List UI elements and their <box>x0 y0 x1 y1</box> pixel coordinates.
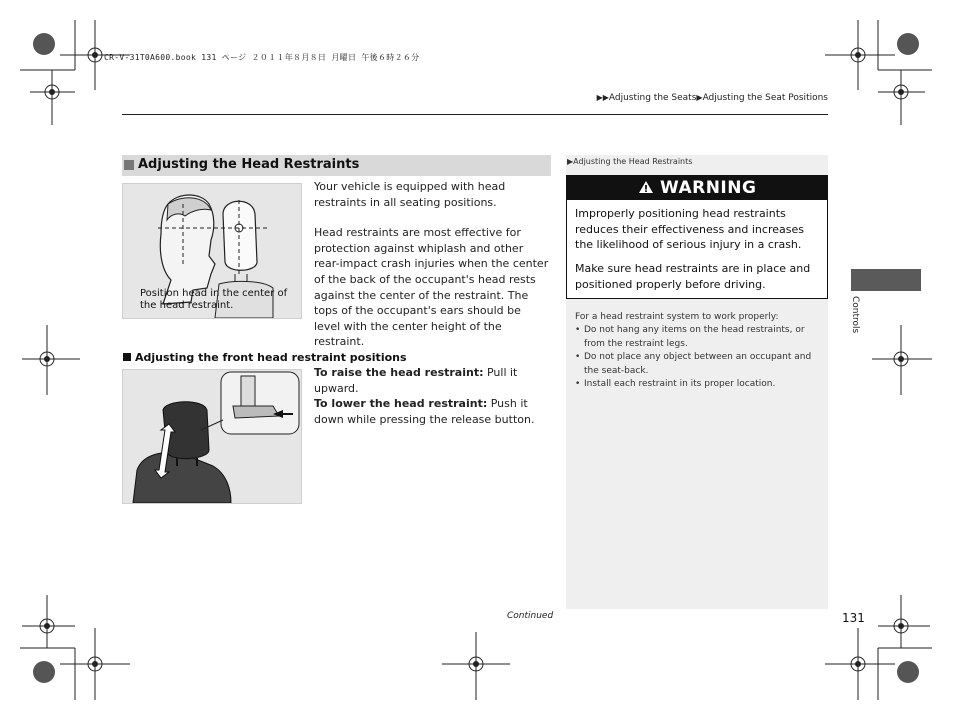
warning-title: WARNING <box>659 178 757 198</box>
adjust-instructions <box>314 365 550 427</box>
lower-instruction <box>314 396 550 427</box>
list-item: • Do not place any object between an occupant and the seat-back. <box>575 351 821 378</box>
subsection-marker-icon <box>123 353 131 361</box>
intro-text <box>314 179 550 350</box>
header-rule <box>122 114 828 115</box>
figure-caption: Position head in the center of the head restraint. <box>140 288 288 311</box>
subsection-heading <box>123 351 407 364</box>
section-title-bar <box>122 155 551 176</box>
notes <box>575 311 821 391</box>
side-panel-reference[interactable] <box>567 157 692 166</box>
warning-paragraph-1: Improperly positioning head restraints reduces their effectiveness and increases the likelihood of serious injury in a crash. <box>575 207 804 251</box>
warning-box <box>566 175 828 299</box>
breadcrumb-separator-icon: ▶ <box>696 93 703 102</box>
print-header: CR-V-31T0A600.book 131 ページ ２０１１年８月８日 月曜日 午後６時２６分 <box>104 53 420 62</box>
list-item: • Do not hang any items on the head restraints, or from the restraint legs. <box>575 324 821 351</box>
breadcrumb-item-seat-positions[interactable]: Adjusting the Seat Positions <box>702 93 828 103</box>
section-title: Adjusting the Head Restraints <box>138 157 360 172</box>
subsection-title: Adjusting the front head restraint positions <box>135 351 407 364</box>
breadcrumb-arrows-icon: ▶▶ <box>596 93 609 102</box>
section-marker-icon <box>124 160 134 170</box>
warning-triangle-icon <box>638 180 654 194</box>
page-number: 131 <box>842 611 865 625</box>
raise-instruction <box>314 365 550 396</box>
continued-label: Continued <box>507 611 554 621</box>
lower-text: Push it down while pressing the release button. <box>314 397 535 426</box>
lower-label: To lower the head restraint: <box>314 397 488 411</box>
controls-section-tab[interactable] <box>851 269 921 291</box>
controls-tab-label: Controls <box>850 296 860 334</box>
list-item: • Install each restraint in its proper location. <box>575 378 821 391</box>
raise-text: Pull it upward. <box>314 366 518 395</box>
head-position-figure <box>122 183 302 319</box>
side-panel <box>566 155 828 609</box>
breadcrumb-item-seats[interactable]: Adjusting the Seats <box>608 93 697 103</box>
intro-paragraph-2: Head restraints are most effective for protection against whiplash and other rear-impact crash injuries when the center of the back of the occupant's head rests against the center of the restraint. The tops of the occupant's ears should be level with the center height of the restraint. <box>314 226 549 349</box>
breadcrumb <box>597 93 828 103</box>
warning-paragraph-2: Make sure head restraints are in place and positioned properly before driving. <box>575 262 811 291</box>
warning-header <box>567 176 827 200</box>
reference-arrow-icon: ▶ <box>567 157 574 166</box>
seat-adjust-illustration <box>123 370 301 503</box>
head-restraint-adjust-figure <box>122 369 302 504</box>
reference-text: Adjusting the Head Restraints <box>573 157 693 166</box>
raise-label: To raise the head restraint: <box>314 366 484 379</box>
notes-list <box>575 324 821 391</box>
notes-intro: For a head restraint system to work properly: <box>575 312 779 322</box>
intro-paragraph-1: Your vehicle is equipped with head restraints in all seating positions. <box>314 180 506 209</box>
